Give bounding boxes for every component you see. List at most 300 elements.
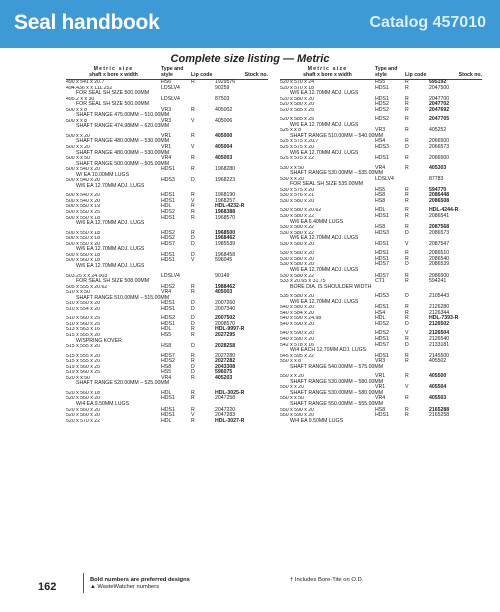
stock-number-cell: 596045 xyxy=(215,257,233,264)
size-cell: 500 x 550 x 18 xyxy=(66,252,101,258)
lip-cell: D xyxy=(191,240,195,247)
stock-number-cell: 2145500 xyxy=(429,352,450,359)
item-note: W/6 EA 12.70MM ADJ. LUGS xyxy=(76,246,145,253)
size-cell: 500 x x 20 xyxy=(66,145,90,151)
size-cell: 500 x 560 x 18 xyxy=(66,258,101,264)
lip-cell xyxy=(191,97,215,103)
item-note: W/ EA 10.00MM LUGS xyxy=(76,171,130,178)
size-cell: 500 x 550 x 18 xyxy=(66,215,101,221)
size-cell: 530 x 580 x 20 xyxy=(280,262,315,268)
item-note: FOR SEAL SH SIZE 508.00MM xyxy=(76,278,150,285)
stock-number-cell: 2086541 xyxy=(429,213,450,220)
stock-number-cell: 1968257 xyxy=(215,197,236,204)
size-cell: 510 x x 50 xyxy=(66,290,90,296)
lip-cell: D xyxy=(191,251,195,258)
lip-cell: R xyxy=(191,229,195,236)
type-cell: HDS2 xyxy=(375,106,389,113)
stock-number-cell: 405504 xyxy=(429,384,447,391)
stock-number-cell: 2086540 xyxy=(429,255,450,262)
lip-cell: R xyxy=(405,358,409,365)
type-cell: HDS1 xyxy=(161,406,175,413)
stock-number-cell: 2027295 xyxy=(215,331,236,338)
lip-cell: R xyxy=(405,213,409,220)
lip-cell: R xyxy=(191,358,195,365)
stock-number-cell: 1968388 xyxy=(215,209,236,216)
type-cell: HDS3 xyxy=(375,293,389,300)
lip-cell: R xyxy=(191,326,195,333)
lip-cell: R xyxy=(191,166,195,173)
item-note: SHAFT RANGE 520.00MM – 525.00MM xyxy=(76,380,170,387)
item-note: W/6 EA 12.70MM ADJ. LUGS xyxy=(290,149,359,156)
size-cell: 503.25 x x 24.003 xyxy=(66,273,108,279)
item-note: W/4 EA 9.50MM LUGS xyxy=(290,417,344,424)
lip-cell: R xyxy=(405,84,409,91)
type-cell: HDS1 xyxy=(375,213,389,220)
size-cell: 540 x 590 x 20 xyxy=(280,336,315,342)
lip-cell: R xyxy=(191,192,195,199)
stock-number-cell: 2066500 xyxy=(429,155,450,162)
type-cell: HDS3 xyxy=(375,229,389,236)
type-cell: LDSLV4 xyxy=(161,272,180,279)
type-cell: HDS7 xyxy=(161,240,175,247)
lip-cell: R xyxy=(405,192,409,199)
size-row xyxy=(66,419,268,425)
stock-number-cell: 405003 xyxy=(215,289,233,296)
size-cell: 500 x 540 x 20 xyxy=(66,198,101,204)
stock-number-cell: 2086510 xyxy=(429,250,450,257)
stock-number-cell: 2066500 xyxy=(429,138,450,145)
stock-number-cell: 595192 xyxy=(429,79,447,85)
size-cell: 500 x 550 x 18 xyxy=(66,236,101,242)
lip-cell: R xyxy=(191,106,195,113)
item-note: SHAFT RANGE 475.00MM – 510.00MM xyxy=(76,112,170,119)
lip-cell: D xyxy=(405,293,409,300)
size-cell: 515 x 555 x 20 xyxy=(66,332,101,338)
lip-cell: R xyxy=(191,417,195,424)
stock-number-cell: 90149 xyxy=(215,272,230,279)
size-cell: 540 x 580 x 20 xyxy=(280,305,315,311)
size-cell: 540 x 590 x 20 xyxy=(280,331,315,337)
stock-number-cell: 405000 xyxy=(215,132,233,139)
type-cell: HDL xyxy=(375,207,386,214)
type-cell: HDL xyxy=(161,203,172,210)
size-cell: 520 x 570 x 22 xyxy=(66,418,101,424)
type-cell: HS8 xyxy=(375,406,386,413)
size-row xyxy=(280,199,482,205)
type-cell: HDS1 xyxy=(375,255,389,262)
stock-number-cell: 2126344 xyxy=(429,309,450,316)
lip-cell: R xyxy=(191,331,195,338)
stock-number-cell: 1968500 xyxy=(215,229,236,236)
size-row xyxy=(66,344,268,350)
size-cell: 550 x 590 x 20 xyxy=(280,413,315,419)
type-cell: VR3 xyxy=(161,117,172,124)
size-cell: 542 x 578 x 16 xyxy=(280,342,315,348)
stock-number-cell: 596075 xyxy=(215,369,233,376)
page-footer xyxy=(0,565,500,612)
type-cell: VR4 xyxy=(161,289,172,296)
type-cell: HDS1 xyxy=(161,214,175,221)
type-cell: HS8 xyxy=(161,363,172,370)
stock-number-cell: 2047702 xyxy=(429,101,450,108)
lip-cell: R xyxy=(405,138,409,145)
lip-heading: Lip code xyxy=(191,72,213,78)
type-cell: HDS1 xyxy=(161,412,175,419)
lip-cell: R xyxy=(405,155,409,162)
lip-cell: R xyxy=(405,352,409,359)
size-cell: 510 x 550 x 20 xyxy=(66,301,101,307)
lip-cell: R xyxy=(405,406,409,413)
stock-number-cell: 405503 xyxy=(429,395,447,402)
type-cell: HDS2 xyxy=(375,101,389,108)
stock-number-cell: HDL-3025-R xyxy=(215,389,245,396)
type-cell: LDSLV4 xyxy=(375,175,394,182)
stock-number-cell: 87503 xyxy=(215,95,230,102)
lip-cell: V xyxy=(191,117,195,124)
metric-size-heading: Metric size xyxy=(307,66,348,72)
lip-cell: V xyxy=(405,240,409,247)
lip-cell: R xyxy=(191,132,195,139)
stock-number-cell: 1968570 xyxy=(215,214,236,221)
type-cell: LDSLV4 xyxy=(161,95,180,102)
size-cell: 513 x 563 x 16 xyxy=(66,327,101,333)
type-cell: HDS2 xyxy=(161,283,175,290)
type-cell: HDS2 xyxy=(161,229,175,236)
lip-cell: R xyxy=(405,255,409,262)
lip-cell: R xyxy=(191,352,195,359)
size-cell: 530 x 580 x 20 xyxy=(280,241,315,247)
size-cell: 535 x 580 x 20 xyxy=(280,294,315,300)
lip-cell: D xyxy=(191,320,195,327)
type-cell: HDS1 xyxy=(161,251,175,258)
size-cell: 515 x 555 x 20 xyxy=(66,353,101,359)
lip-cell: R xyxy=(405,304,409,311)
item-note: FOR SEAL SH SIZE 500.00MM xyxy=(76,101,150,108)
stock-number-cell: 2047700 xyxy=(429,95,450,102)
lip-cell: D xyxy=(405,261,409,268)
metric-size-heading: Metric size xyxy=(93,66,134,72)
type-heading: Type and style xyxy=(161,66,184,78)
stock-number-cell: 405502 xyxy=(429,358,447,365)
type-cell: HDS7 xyxy=(161,352,175,359)
size-row xyxy=(280,322,482,328)
lip-cell: D xyxy=(405,320,409,327)
type-cell: HS6 xyxy=(161,79,172,85)
lip-cell: D xyxy=(191,300,195,307)
lip-cell: D xyxy=(191,177,195,184)
size-cell: 520 x 585 x 25 xyxy=(280,117,315,123)
listing-subtitle: Complete size listing — Metric xyxy=(170,53,330,65)
size-cell: 540 x 590 x 24.98 xyxy=(280,316,322,322)
legend-wastewatcher-note: ▲ WasteWatcher numbers xyxy=(90,584,160,590)
size-cell: 520 x 580 x 20 xyxy=(280,102,315,108)
type-cell: HS8 xyxy=(375,197,386,204)
size-cell: 550 x x 8 xyxy=(280,359,302,365)
item-note: SHAFT RANGE 510.00MM – 540.00MM xyxy=(290,132,384,139)
left-column xyxy=(66,66,268,424)
type-cell: HS5 xyxy=(161,331,172,338)
size-row xyxy=(280,156,482,162)
size-cell: 500 x 540 x 20 xyxy=(66,178,101,184)
size-cell: 530 x 580 x 22 xyxy=(280,225,315,231)
size-cell: 530 x 580 x 20 xyxy=(280,256,315,262)
stock-number-cell: 2087547 xyxy=(429,240,450,247)
lip-cell: D xyxy=(405,144,409,151)
item-note: W/6 EA 12.70MM ADJ. LUGS xyxy=(290,90,359,97)
item-note: SHAFT RANGE 480.00MM – 530.00MM xyxy=(76,149,170,156)
lip-cell: R xyxy=(405,315,409,322)
lip-cell: R xyxy=(405,106,409,113)
type-cell: HDS1 xyxy=(375,155,389,162)
type-cell: HDS2 xyxy=(161,235,175,242)
lip-cell: R xyxy=(405,101,409,108)
type-cell: VR4 xyxy=(161,155,172,162)
stock-number-cell: 2047258 xyxy=(215,395,236,402)
lip-cell: R xyxy=(191,395,195,402)
stock-number-cell: 2008570 xyxy=(215,320,236,327)
lip-cell: R xyxy=(405,127,409,134)
item-note: W/6 EA 12.70MM ADJ. LUGS xyxy=(290,121,359,128)
left-column-header xyxy=(66,66,268,80)
size-cell: 550 x x 20 xyxy=(280,385,304,391)
type-cell: HDS2 xyxy=(375,320,389,327)
size-cell: 530 x 580 x 20 xyxy=(280,198,315,204)
type-cell: VR1 xyxy=(375,373,386,380)
type-cell: HDS1 xyxy=(161,320,175,327)
stock-number-cell: 87783 xyxy=(429,175,444,182)
legend-boretite-note: † Includes Bore-Tite on O.D. xyxy=(290,577,364,583)
type-cell: HDL xyxy=(161,389,172,396)
size-cell: 500 x x 8 xyxy=(66,107,88,113)
item-note: W/6 EA 12.70MM ADJ. LUGS xyxy=(290,235,359,242)
type-cell: HS5 xyxy=(375,79,386,85)
size-cell: 500 x 550 x 20 xyxy=(66,241,101,247)
stock-number-cell: 2126502 xyxy=(429,320,450,327)
lip-cell: R xyxy=(405,186,409,193)
size-cell: 530 x 575 x 20 xyxy=(280,187,315,193)
lip-cell: D xyxy=(405,341,409,348)
stock-number-cell: HDL-9997-R xyxy=(215,326,245,333)
lip-cell: R xyxy=(405,79,409,85)
lip-cell: D xyxy=(405,229,409,236)
stock-number-cell: 90259 xyxy=(215,84,230,91)
catalog-number: Catalog 457010 xyxy=(369,14,486,31)
right-column-header xyxy=(280,66,482,80)
stock-number-cell: 2126540 xyxy=(429,335,450,342)
type-cell: HDL xyxy=(375,315,386,322)
item-note: W/6 EA 12.70MM ADJ. LUGS xyxy=(290,266,359,273)
type-cell: HS4 xyxy=(375,138,386,145)
listing-columns xyxy=(66,66,482,424)
type-cell: HDS1 xyxy=(161,395,175,402)
type-cell: HDS1 xyxy=(375,250,389,257)
size-cell: 520 x 570 x 18 xyxy=(280,85,315,91)
stock-number-cell: 1988462 xyxy=(215,283,236,290)
type-cell: HS5 xyxy=(375,186,386,193)
type-cell: HDL xyxy=(161,326,172,333)
type-cell: HDS1 xyxy=(161,192,175,199)
size-cell: 494.436 x x 111.252 xyxy=(66,85,113,91)
size-cell: 495.2 x x 30 xyxy=(66,96,95,102)
item-note: SHAFT RANGE 530.00MM – 580.00MM xyxy=(290,378,384,385)
stock-number-cell: 2047705 xyxy=(429,116,450,123)
size-cell: 500 x 550 x 18 xyxy=(66,230,101,236)
stock-number-cell: 1968458 xyxy=(215,251,236,258)
stock-number-cell: HDL-4244-R xyxy=(429,207,459,214)
size-cell: 530 x x 50 xyxy=(280,165,304,171)
size-cell: 530 x 580 x 22 xyxy=(280,214,315,220)
lip-cell: D xyxy=(191,305,195,312)
type-cell: VR4 xyxy=(375,395,386,402)
lip-cell: R xyxy=(405,278,409,285)
size-cell: 500 x x 50 xyxy=(66,156,90,162)
stock-number-cell: 2086448 xyxy=(429,192,450,199)
size-cell: 540 x 590 x 20 xyxy=(280,321,315,327)
type-cell: HS8 xyxy=(375,192,386,199)
size-cell: 520 x 560 x 20 xyxy=(66,407,101,413)
right-listing xyxy=(280,80,482,424)
size-cell: 500 x 550 x 25 xyxy=(66,210,101,216)
stock-number-cell: 405003 xyxy=(215,155,233,162)
item-note: SHAFT RANGE 480.00MM – 530.00MM xyxy=(76,138,170,145)
lip-cell xyxy=(405,177,429,183)
item-note: W/6 EA 12.70MM ADJ. LUGS xyxy=(76,182,145,189)
size-cell: 520 x 560 x 20 xyxy=(66,396,101,402)
type-cell: HS5 xyxy=(161,369,172,376)
type-cell: HDS1 xyxy=(375,240,389,247)
lip-cell: R xyxy=(191,283,195,290)
lip-cell: R xyxy=(405,250,409,257)
stock-number-cell: 2165288 xyxy=(429,406,450,413)
stock-number-cell: 2165258 xyxy=(429,412,450,419)
type-cell: HDS7 xyxy=(375,272,389,279)
stock-heading: Stock no. xyxy=(244,72,268,78)
lip-cell: V xyxy=(191,197,195,204)
lip-cell: R xyxy=(405,197,409,204)
lip-cell: D xyxy=(191,363,195,370)
stock-number-cell: 2043308 xyxy=(215,363,236,370)
dims-heading: shaft x bore x width xyxy=(303,72,352,78)
size-cell: 525 x x 8 xyxy=(280,128,302,134)
stock-number-cell: 1968223 xyxy=(215,177,236,184)
type-cell: HDS1 xyxy=(375,95,389,102)
stock-number-cell: 1968280 xyxy=(215,166,236,173)
size-cell: 520 x 580 x 20 xyxy=(280,96,315,102)
type-cell: HDS7 xyxy=(375,341,389,348)
lip-cell: R xyxy=(191,203,195,210)
type-cell: HDS3 xyxy=(375,144,389,151)
size-cell: 540 x 584 x 20 xyxy=(280,310,315,316)
lip-cell: R xyxy=(405,272,409,279)
size-cell: 510 x 554 x 20 xyxy=(66,306,101,312)
size-cell: 520 x 560 x 20 xyxy=(66,413,101,419)
type-cell: VR4 xyxy=(161,374,172,381)
lip-cell: R xyxy=(405,95,409,102)
lip-cell: R xyxy=(405,309,409,316)
item-note: W/4 EACH 12.70MM ADJ. LUGS xyxy=(290,347,367,354)
type-cell: CT1 xyxy=(375,278,385,285)
stock-number-cell: 594241 xyxy=(429,278,447,285)
lip-cell: D xyxy=(191,343,195,350)
type-cell: HDS2 xyxy=(161,209,175,216)
item-note: SHAFT RANGE 550.00MM – 555.00MM xyxy=(290,400,384,407)
item-note: SHAFT RANGE 530.00MM – 580.00MM xyxy=(290,389,384,396)
stock-number-cell: 405303 xyxy=(429,164,447,171)
size-cell: 520 x 585 x 25 xyxy=(280,107,315,113)
stock-number-cell: HDL-4232-R xyxy=(215,203,245,210)
stock-number-cell: 405203 xyxy=(215,374,233,381)
size-cell: 525 x 575 x 22 xyxy=(280,156,315,162)
size-row xyxy=(66,307,268,313)
stock-number-cell: 1968190 xyxy=(215,192,236,199)
handbook-title: Seal handbook xyxy=(14,11,160,34)
type-cell: HDS1 xyxy=(375,412,389,419)
size-cell: 505 x 555 x 20.62 xyxy=(66,284,108,290)
stock-number-cell: 2047692 xyxy=(429,106,450,113)
type-cell: VR3 xyxy=(161,106,172,113)
page-header xyxy=(0,0,500,48)
lip-cell: R xyxy=(405,207,409,214)
stock-number-cell: 405006 xyxy=(215,117,233,124)
lip-cell: R xyxy=(405,335,409,342)
size-cell: 520 x 560 x 18 xyxy=(66,390,101,396)
type-cell: VR1 xyxy=(375,384,386,391)
stock-number-cell: 2007260 xyxy=(215,300,236,307)
size-cell: 519 x 560 x 25 xyxy=(66,370,101,376)
stock-number-cell: 1929576 xyxy=(215,79,236,85)
left-listing xyxy=(66,80,268,424)
stock-number-cell: HDL-7393-R xyxy=(429,315,459,322)
stock-number-cell: 2027280 xyxy=(215,352,236,359)
type-cell: LDSLV4 xyxy=(161,84,180,91)
lip-cell: V xyxy=(405,330,409,337)
type-cell: HDS2 xyxy=(375,330,389,337)
item-note: SHAFT RANGE 540.00MM – 575.00MM xyxy=(290,363,384,370)
lip-cell: R xyxy=(405,164,409,171)
item-note: BORE DIA. IS SHOULDER WIDTH xyxy=(290,283,372,290)
lip-cell: R xyxy=(191,209,195,216)
lip-cell: R xyxy=(191,374,195,381)
lip-cell: R xyxy=(191,155,195,162)
type-cell: HS4 xyxy=(375,309,386,316)
type-cell: VR1 xyxy=(161,132,172,139)
right-column xyxy=(280,66,482,424)
lip-cell: R xyxy=(191,406,195,413)
lip-cell: V xyxy=(191,412,195,419)
item-note: W/6 EA 12.70MM ADJ. LUGS xyxy=(290,298,359,305)
stock-number-cell: 2126280 xyxy=(429,304,450,311)
item-note: SHAFT RANGE 510.00MM – 515.00MM xyxy=(76,294,170,301)
item-note: SHAFT RANGE 500.00MM – 505.00MM xyxy=(76,160,170,167)
size-cell: 550 x x 50 xyxy=(280,396,304,402)
stock-number-cell: 594770 xyxy=(429,186,447,193)
stock-number-cell: 2086539 xyxy=(429,261,450,268)
type-cell: HS8 xyxy=(161,343,172,350)
size-cell: 500 x 540 x 20 xyxy=(66,167,101,173)
lip-cell: R xyxy=(405,373,409,380)
stock-number-cell: 405004 xyxy=(215,144,233,151)
lip-cell: V xyxy=(191,144,195,151)
legend-bold-note: Bold numbers are preferred designs xyxy=(90,577,190,583)
stock-number-cell: 2086500 xyxy=(429,272,450,279)
type-cell: HDS1 xyxy=(161,305,175,312)
lip-cell: R xyxy=(405,116,409,123)
lip-cell xyxy=(191,274,215,280)
size-cell: 500 x x 20 xyxy=(66,133,90,139)
item-note: W/6 EA 12.70MM ADJ. LUGS xyxy=(76,262,145,269)
size-cell: 510 x 560 x 25 xyxy=(66,316,101,322)
type-cell: HDS1 xyxy=(161,166,175,173)
